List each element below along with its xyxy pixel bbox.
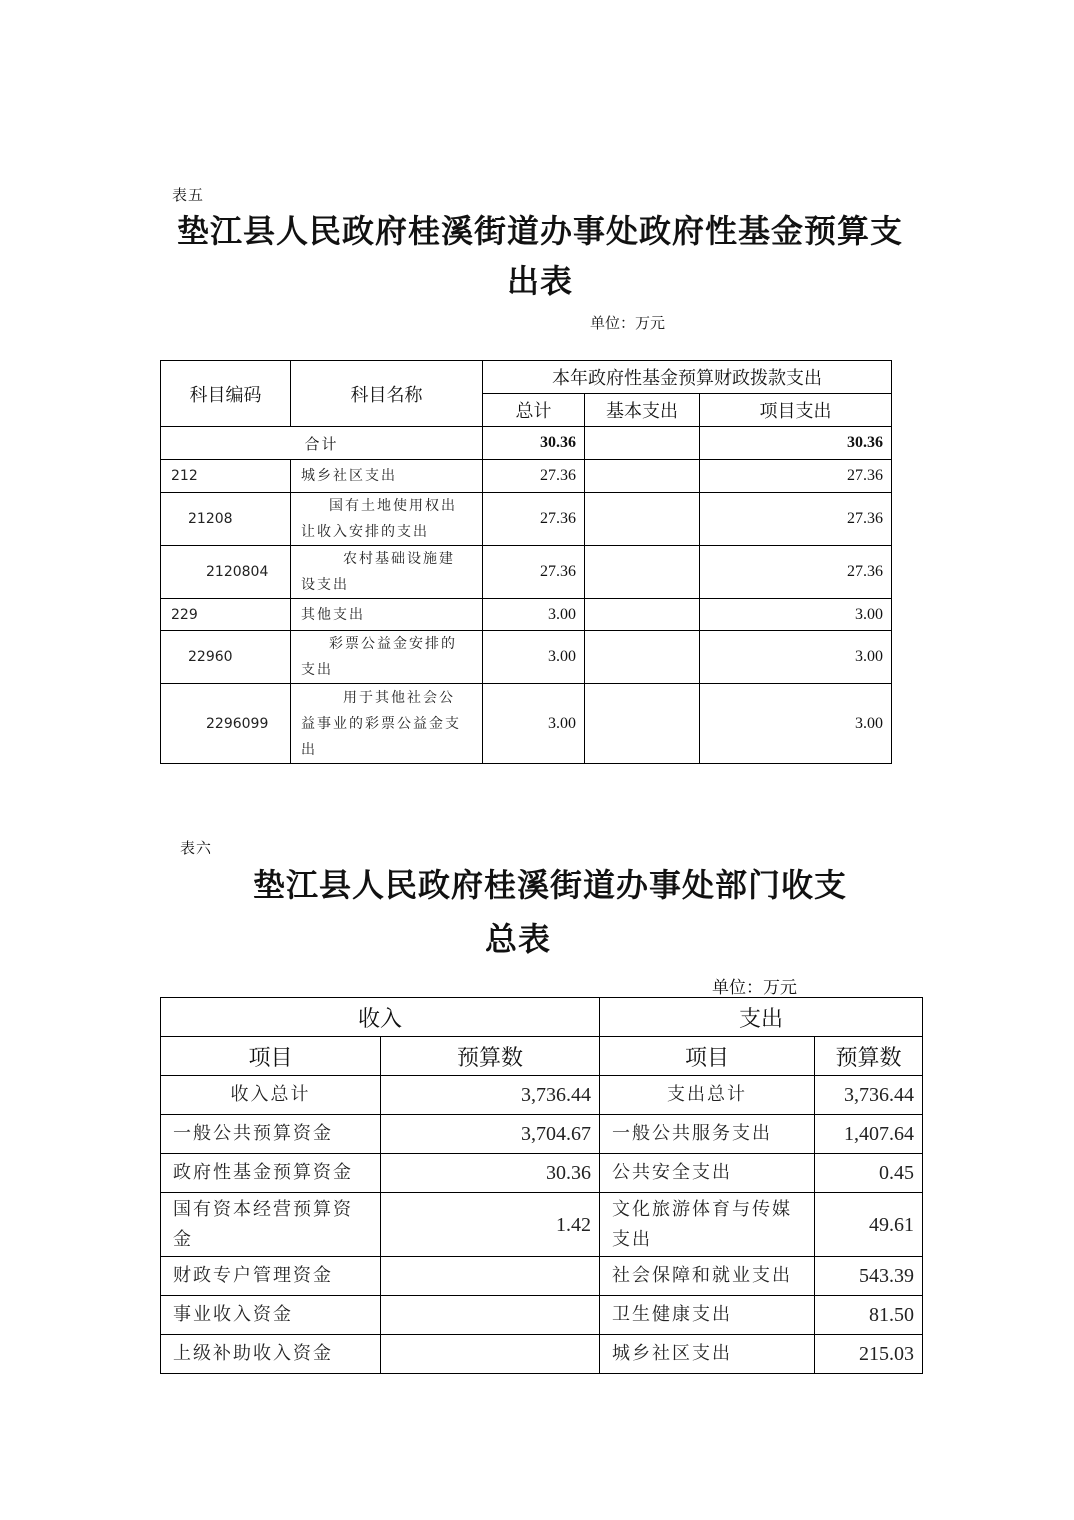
expense-item: 社会保障和就业支出	[600, 1257, 815, 1296]
table-row	[161, 1115, 923, 1154]
row-project: 27.36	[700, 546, 892, 599]
table5-label: 表五	[172, 186, 205, 204]
row-name: 国有土地使用权出让收入安排的支出	[291, 493, 483, 546]
header-basic: 基本支出	[585, 394, 700, 427]
row-total: 27.36	[483, 460, 585, 493]
row-basic	[585, 599, 700, 631]
income-item: 政府性基金预算资金	[161, 1154, 381, 1193]
row-project: 3.00	[700, 684, 892, 764]
row-code: 2296099	[161, 684, 291, 764]
row-basic	[585, 460, 700, 493]
total-label: 合计	[161, 427, 483, 460]
table6-title-line2: 总表	[484, 920, 551, 958]
row-basic	[585, 493, 700, 546]
table5-unit: 单位：万元	[590, 314, 666, 332]
income-value	[381, 1257, 600, 1296]
row-name: 城乡社区支出	[291, 460, 483, 493]
income-value: 1.42	[381, 1193, 600, 1257]
income-item: 一般公共预算资金	[161, 1115, 381, 1154]
header-total: 总计	[483, 394, 585, 427]
expense-item: 城乡社区支出	[600, 1335, 815, 1374]
row-code: 212	[161, 460, 291, 493]
header-expense-item: 项目	[600, 1037, 815, 1076]
expense-item: 文化旅游体育与传媒支出	[600, 1193, 815, 1257]
total-project: 30.36	[700, 427, 892, 460]
table-row	[161, 684, 892, 764]
income-total-value: 3,736.44	[381, 1076, 600, 1115]
row-name: 其他支出	[291, 599, 483, 631]
row-project: 27.36	[700, 493, 892, 546]
total-row	[161, 427, 892, 460]
total-row	[161, 1076, 923, 1115]
table-row	[161, 1154, 923, 1193]
row-project: 3.00	[700, 599, 892, 631]
header-name: 科目名称	[291, 361, 483, 427]
total-value: 30.36	[483, 427, 585, 460]
row-basic	[585, 684, 700, 764]
expense-value: 49.61	[815, 1193, 923, 1257]
row-code: 22960	[161, 631, 291, 684]
income-value: 30.36	[381, 1154, 600, 1193]
header-income: 收入	[161, 998, 600, 1037]
row-name: 用于其他社会公益事业的彩票公益金支出	[291, 684, 483, 764]
header-income-item: 项目	[161, 1037, 381, 1076]
expense-value: 543.39	[815, 1257, 923, 1296]
expense-value: 1,407.64	[815, 1115, 923, 1154]
expense-value: 81.50	[815, 1296, 923, 1335]
table6-unit: 单位：万元	[712, 978, 797, 998]
row-project: 27.36	[700, 460, 892, 493]
table-row	[161, 599, 892, 631]
header-project: 项目支出	[700, 394, 892, 427]
income-value	[381, 1296, 600, 1335]
total-basic	[585, 427, 700, 460]
row-project: 3.00	[700, 631, 892, 684]
table-row	[161, 546, 892, 599]
row-basic	[585, 546, 700, 599]
income-item: 财政专户管理资金	[161, 1257, 381, 1296]
income-value	[381, 1335, 600, 1374]
row-name: 彩票公益金安排的支出	[291, 631, 483, 684]
table6-label: 表六	[180, 839, 213, 857]
row-basic	[585, 631, 700, 684]
table5-title-line1: 垫江县人民政府桂溪街道办事处政府性基金预算支	[176, 212, 903, 250]
row-code: 21208	[161, 493, 291, 546]
table-row	[161, 493, 892, 546]
row-total: 3.00	[483, 631, 585, 684]
table-row	[161, 460, 892, 493]
table6-title-line1: 垫江县人民政府桂溪街道办事处部门收支	[252, 866, 847, 904]
table6	[160, 997, 923, 1374]
row-total: 3.00	[483, 599, 585, 631]
row-code: 2120804	[161, 546, 291, 599]
table-row	[161, 1335, 923, 1374]
table-row	[161, 1193, 923, 1257]
expense-item: 一般公共服务支出	[600, 1115, 815, 1154]
row-total: 3.00	[483, 684, 585, 764]
income-total-label: 收入总计	[161, 1076, 381, 1115]
expense-value: 0.45	[815, 1154, 923, 1193]
expense-item: 卫生健康支出	[600, 1296, 815, 1335]
expense-total-label: 支出总计	[600, 1076, 815, 1115]
table5-title-line2: 出表	[506, 262, 573, 300]
table5	[160, 360, 892, 764]
row-code: 229	[161, 599, 291, 631]
income-value: 3,704.67	[381, 1115, 600, 1154]
income-item: 国有资本经营预算资金	[161, 1193, 381, 1257]
header-group: 本年政府性基金预算财政拨款支出	[483, 361, 892, 394]
row-total: 27.36	[483, 546, 585, 599]
expense-value: 215.03	[815, 1335, 923, 1374]
table-row	[161, 1296, 923, 1335]
header-code: 科目编码	[161, 361, 291, 427]
income-item: 事业收入资金	[161, 1296, 381, 1335]
header-income-budget: 预算数	[381, 1037, 600, 1076]
expense-total-value: 3,736.44	[815, 1076, 923, 1115]
table-row	[161, 631, 892, 684]
expense-item: 公共安全支出	[600, 1154, 815, 1193]
header-expense-budget: 预算数	[815, 1037, 923, 1076]
income-item: 上级补助收入资金	[161, 1335, 381, 1374]
row-total: 27.36	[483, 493, 585, 546]
row-name: 农村基础设施建设支出	[291, 546, 483, 599]
table-row	[161, 1257, 923, 1296]
header-expense: 支出	[600, 998, 923, 1037]
